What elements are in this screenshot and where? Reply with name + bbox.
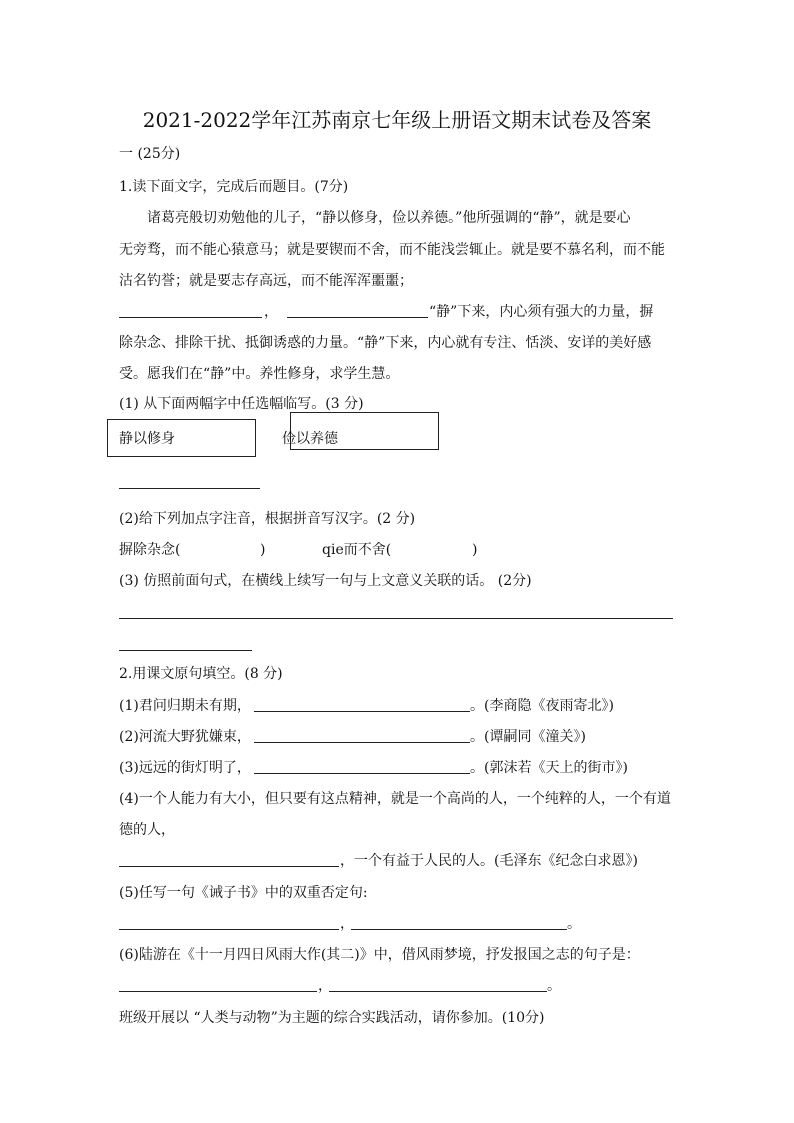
copy-answer-line[interactable] <box>119 488 260 489</box>
q2-item4-line2: 德的人， <box>119 822 175 838</box>
q2-item5-blank-2[interactable] <box>351 929 567 930</box>
passage-line-1: 诸葛亮般切劝勉他的儿子，“静以修身，俭以养德。”他所强调的“静”，就是要心 <box>147 210 631 226</box>
q1-sub3: (3) 仿照前面句式，在横线上续写一句与上文意义关联的话。 (2分) <box>119 573 532 589</box>
q1-sub2: (2)给下列加点字注音，根据拼音写汉字。(2 分) <box>119 511 416 527</box>
q2-item3-blank[interactable] <box>254 773 470 774</box>
pinyin-item-b-close: ) <box>472 542 478 558</box>
passage-line-6: 受。愿我们在“静”中。养性修身，求学生慧。 <box>119 366 400 382</box>
passage-line-2: 无旁骛，而不能心猿意马；就是要锲而不舍，而不能浅尝辄止。就是要不慕名利，而不能 <box>119 242 665 258</box>
q2-item5: (5)任写一句《诫子书》中的双重否定句: <box>119 885 368 901</box>
q2-item6-period: 。 <box>547 978 561 994</box>
q3-intro: 班级开展以 “人类与动物”为主题的综合实践活动，请你参加。(10分) <box>119 1010 545 1026</box>
q2-item5-blank-1[interactable] <box>119 929 339 930</box>
q2-item6: (6)陆游在《十一月四日风雨大作(其二)》中，借风雨梦境，抒发报国之志的句子是： <box>119 947 640 963</box>
q2-item3-pre: (3)远远的街灯明了， <box>119 760 251 776</box>
q2-item5-comma: ， <box>340 916 354 932</box>
passage-line-3: 沽名钓誉；就是要志存高远，而不能浑浑噩噩； <box>119 273 413 289</box>
q2-item6-comma: ， <box>318 978 332 994</box>
q2-item5-period: 。 <box>567 916 581 932</box>
q2-item1-pre: (1)君问归期未有期， <box>119 698 251 714</box>
copy-box-left-text: 静以修身 <box>119 431 175 447</box>
passage-blank-1[interactable] <box>119 317 262 318</box>
pinyin-item-a-close: ) <box>260 542 266 558</box>
q1-stem: 1.读下面文字，完成后而题目。(7分) <box>119 179 349 195</box>
passage-blank-2[interactable] <box>287 317 428 318</box>
q2-item6-blank-2[interactable] <box>329 991 547 992</box>
passage-blank-comma: ， <box>264 304 278 320</box>
q2-item4-line1: (4)一个人能力有大小，但只要有这点精神，就是一个高尚的人，一个纯粹的人，一个有道 <box>119 791 671 807</box>
q2-item2-blank[interactable] <box>254 742 470 743</box>
q2-item4-blank[interactable] <box>119 866 339 867</box>
sub3-answer-line-1[interactable] <box>119 618 673 619</box>
passage-line-5: 除杂念、排除干扰、抵御诱惑的力量。“静”下来，内心就有专注、恬淡、安详的美好感 <box>119 335 652 351</box>
q2-item1-blank[interactable] <box>254 711 470 712</box>
q2-item2-post: 。(谭嗣同《潼关》) <box>470 729 586 745</box>
q2-item4-post: ，一个有益于人民的人。(毛泽东《纪念白求恩》) <box>340 853 638 869</box>
sub3-answer-line-2[interactable] <box>119 650 252 651</box>
section-heading: 一 (25分) <box>119 146 181 162</box>
q1-sub1: (1) 从下面两幅字中任选幅临写。(3 分) <box>119 396 364 412</box>
q2-item3-post: 。(郭沫若《天上的街市》) <box>470 760 628 776</box>
q2-item1-post: 。(李商隐《夜雨寄北》) <box>470 698 614 714</box>
pinyin-item-a: 摒除杂念( <box>119 542 181 558</box>
pinyin-item-b: qie而不舍( <box>322 542 392 558</box>
q2-item2-pre: (2)河流大野犹嫌束， <box>119 729 251 745</box>
copy-box-right-text: 俭以养德 <box>282 431 338 447</box>
passage-line-4: “静”下来，内心须有强大的力量，摒 <box>429 304 654 320</box>
q2-stem: 2.用课文原句填空。(8 分) <box>119 666 283 682</box>
page-title: 2021-2022学年江苏南京七年级上册语文期末试卷及答案 <box>142 108 652 132</box>
q2-item6-blank-1[interactable] <box>119 991 317 992</box>
